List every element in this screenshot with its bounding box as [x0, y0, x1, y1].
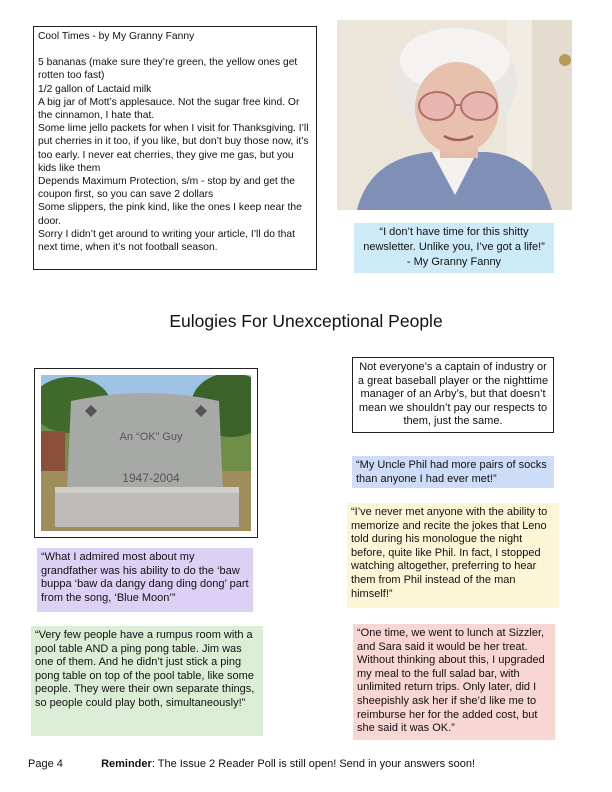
granny-quote-attribution: - My Granny Fanny [406, 256, 502, 268]
section-title: Eulogies For Unexceptional People [169, 311, 443, 331]
recipe-title: Cool Times - by My Granny Fanny [38, 31, 195, 42]
quote-grandpa: “What I admired most about my grandfather was his ability to do the ‘baw buppa ‘baw da dangy dang ding dong’ part from the song, ‘Blue Moon’” [37, 548, 253, 612]
gravestone-photo-frame [34, 368, 258, 538]
page-number: Page 4 [28, 758, 63, 770]
recipe-line: Some slippers, the pink kind, like the ones I keep near the door. [38, 202, 302, 227]
granny-photo [337, 20, 572, 210]
quote-rumpus: “Very few people have a rumpus room with a pool table AND a ping pong table. Jim was one of them. And he didn’t just stick a ping pong table on top of the pool table, like some people. They were their own separate things, so people could play both, simultaneously!” [31, 626, 263, 736]
recipe-line: 5 bananas (make sure they’re green, the yellow ones get rotten too fast) [38, 57, 298, 82]
recipe-line: Sorry I didn’t get around to writing your article, I’ll do that next time, when it’s not football season. [38, 228, 295, 254]
reminder-text: : The Issue 2 Reader Poll is still open! Send in your answers soon! [151, 758, 476, 770]
recipe-box [33, 26, 317, 270]
granny-portrait-image [337, 20, 572, 210]
reminder-label: Reminder [101, 758, 152, 770]
footer [28, 757, 588, 771]
granny-quote-text: “I don’t have time for this shitty newsletter. Unlike you, I’ve got a life!” [363, 226, 545, 253]
gravestone-photo [41, 375, 251, 531]
recipe-line: Depends Maximum Protection, s/m - stop by and get the coupon first, so you can save 2 dollars [38, 176, 295, 201]
granny-quote-box [354, 223, 554, 273]
gravestone-image [41, 375, 251, 531]
tombstone-inscription: An “OK” Guy [119, 431, 183, 443]
quote-leno: “I’ve never met anyone with the ability to memorize and recite the jokes that Leno told during his monologue the night before, quite like Phil. In fact, I stopped watching altogether, preferring to hear them from Phil instead of the man himself!” [347, 503, 559, 608]
recipe-line: 1/2 gallon of Lactaid milk [38, 83, 152, 95]
intro-box: Not everyone’s a captain of industry or a great baseball player or the nighttime manager of an Arby’s, but that doesn’t mean we shouldn’t pay our respects to them, just the same. [352, 357, 554, 433]
tombstone-years: 1947-2004 [122, 471, 180, 485]
recipe-line: A big jar of Mott’s applesauce. Not the sugar free kind. Or the cinnamon, I hate that. [38, 96, 300, 122]
quote-sizzler: “One time, we went to lunch at Sizzler, and Sara said it would be her treat. Without thinking about this, I upgraded my meal to the full salad bar, with unlimited return trips. Only later, did I sheepishly ask her if she’d like me to reimburse her for the added cost, but she said it was OK.” [353, 624, 555, 740]
quote-phil-socks: “My Uncle Phil had more pairs of socks than anyone I had ever met!” [352, 456, 554, 488]
recipe-line: Some lime jello packets for when I visit for Thanksgiving. I’ll put cherries in it too, if you like, but don’t buy those now, it’s too early. I never eat cherries, they give me gas, but you kids like them [38, 123, 309, 174]
